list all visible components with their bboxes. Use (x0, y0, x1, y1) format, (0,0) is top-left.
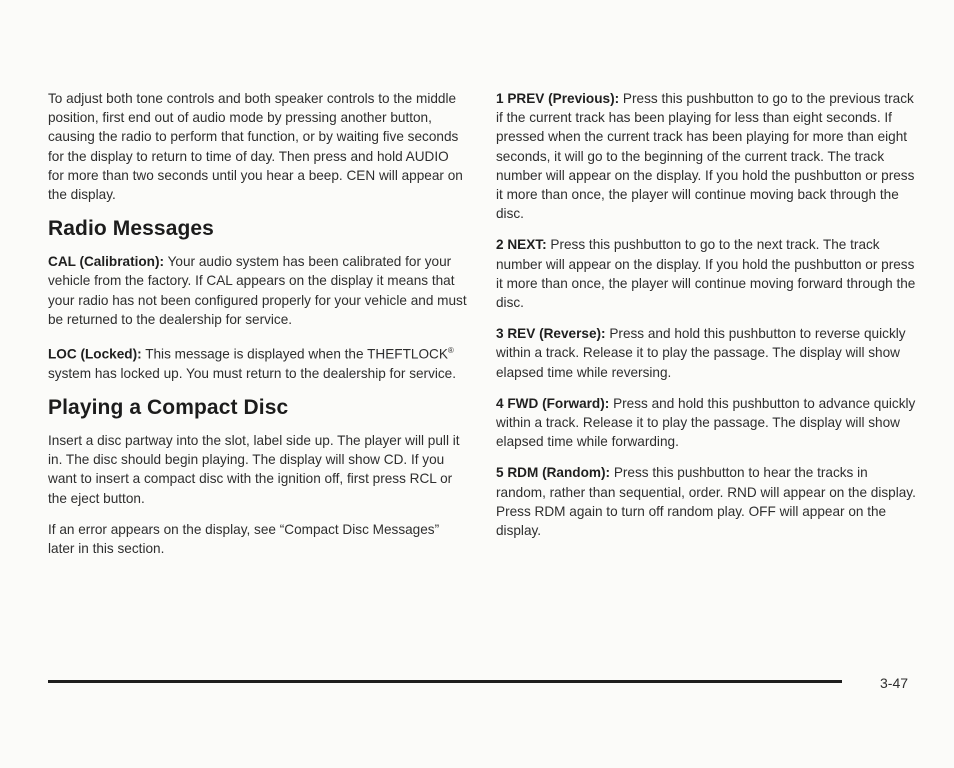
left-column (48, 89, 468, 570)
loc-paragraph (48, 341, 468, 383)
loc-text-1: This message is displayed when the THEFTLOCK (145, 346, 448, 362)
fwd-text: Press and hold this pushbutton to advance quickly within a track. Release it to play the passage. The display will show elapsed time while forwarding. (496, 395, 916, 450)
intro-paragraph: To adjust both tone controls and both speaker controls to the middle position, first end out of audio mode by pressing another button, causing the radio to perform that function, or by waiting five seconds for the display to return to time of day. Then press and hold AUDIO for more than two seconds until you hear a beep. CEN will appear on the display. (48, 91, 463, 203)
registered-mark: ® (447, 346, 454, 356)
compact-disc-heading: Playing a Compact Disc (48, 395, 289, 419)
prev-text: Press this pushbutton to go to the previous track if the current track has been playing for less than eight seconds. If pressed when the current track has been playing for more than eight seconds, it will go to the beginning of the current track. The track number will appear on the display. If you hold the pushbutton or press it more than once, the player will continue moving back through the disc. (496, 91, 915, 222)
cal-term: CAL (Calibration): (48, 254, 165, 270)
next-paragraph (496, 235, 921, 312)
rev-paragraph (496, 324, 921, 382)
fwd-paragraph (496, 394, 921, 452)
prev-term: 1 PREV (Previous): (496, 91, 620, 106)
rev-text: Press and hold this pushbutton to reverse quickly within a track. Release it to play the passage. The display will show elapsed time while reversing. (496, 326, 906, 380)
radio-messages-heading: Radio Messages (48, 217, 214, 241)
cal-text: Your audio system has been calibrated for your vehicle from the factory. If CAL appears on the display it means that your radio has not been configured properly for your vehicle and must be returned to the dealership for service. (48, 254, 467, 327)
loc-term: LOC (Locked): (48, 346, 142, 362)
rev-term: 3 REV (Reverse): (496, 326, 606, 342)
rdm-text: Press this pushbutton to hear the tracks in random, rather than sequential, order. RND will appear on the display. Press RDM again to turn off random play. OFF will appear on the display. (496, 465, 916, 539)
next-term: 2 NEXT: (496, 237, 547, 253)
page-number: 3-47 (880, 675, 909, 691)
prev-paragraph (496, 89, 921, 223)
next-text: Press this pushbutton to go to the next track. The track number will appear on the display. If you hold the pushbutton or press it more than once, the player will continue moving forward through the disc. (496, 237, 916, 311)
footer-rule (48, 680, 842, 683)
fwd-term: 4 FWD (Forward): (496, 395, 610, 411)
rdm-paragraph (496, 463, 921, 540)
right-column (496, 89, 921, 552)
cal-paragraph (48, 252, 468, 329)
loc-text-2: system has locked up. You must return to the dealership for service. (48, 365, 457, 381)
cd-paragraph-1: Insert a disc partway into the slot, label side up. The player will pull it in. The disc should begin playing. The display will show CD. If you want to insert a compact disc with the ignition off, first press RCL or the eject button. (48, 432, 460, 506)
rdm-term: 5 RDM (Random): (496, 465, 611, 481)
cd-paragraph-2: If an error appears on the display, see “Compact Disc Messages” later in this section. (48, 521, 440, 556)
